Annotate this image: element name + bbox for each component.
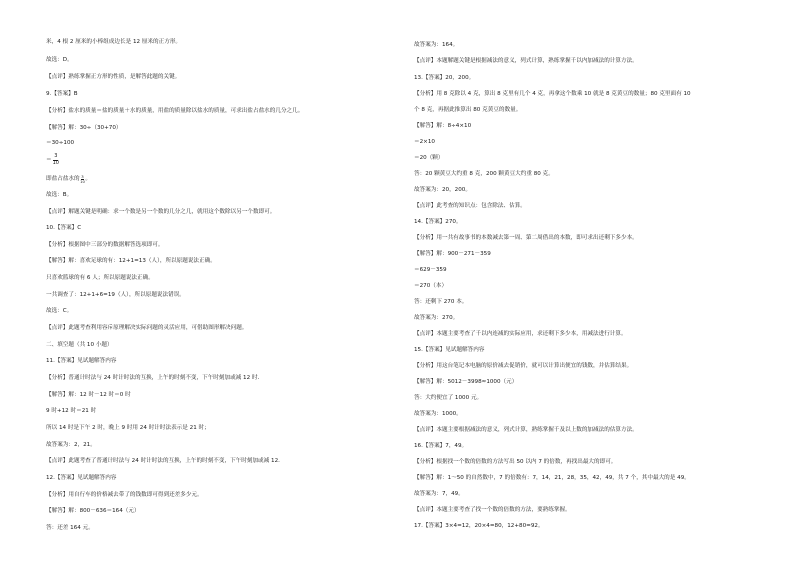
fraction-numerator: 3 xyxy=(81,174,84,179)
text-line: 故答案为：1000。 xyxy=(414,411,462,417)
text-line: 答：大约便宜了 1000 元。 xyxy=(414,395,483,401)
text-line: ＝20（颗） xyxy=(414,155,444,161)
text-line: 【解答】解：30÷（30+70） xyxy=(46,125,122,131)
text-line: 一共调查了：12+1+6=19（人），所以原题说法错误。 xyxy=(46,292,185,298)
fraction-line xyxy=(46,154,60,166)
text-line: 只喜欢篮球的有 6 人；所以原题说法正确。 xyxy=(46,275,154,281)
fraction-denominator: 10 xyxy=(52,159,59,166)
text-line: 【分析】盐水的质量＝盐的质量＋水的质量，用盐的质量除以盐水的质量，可求出盐占盐水的几分之几。 xyxy=(46,108,304,114)
text-line: 【点评】此题考查了普通计时法与 24 时计时法的互换，上午的时刻不变，下午时刻加或减 12． xyxy=(46,458,284,464)
question-16-header: 16.【答案】7，49。 xyxy=(414,443,468,449)
text-line: 故答案为：20，200。 xyxy=(414,187,471,193)
text-line: 【分析】根据找一个数的倍数的方法写出 50 以内 7 的倍数，再找出最大的即可。 xyxy=(414,459,617,465)
fraction xyxy=(53,154,59,166)
text-line: 【解答】解：喜欢足球的有：12+1=13（人），所以原题说法正确。 xyxy=(46,258,216,264)
text-line: 【点评】本题主要考查了找一个数的倍数的方法，要熟练掌握。 xyxy=(414,507,571,513)
fraction-denominator: 10 xyxy=(80,179,85,184)
text-line: 答：还差 164 元。 xyxy=(46,525,94,531)
text-line: 【分析】用一共有故事书的本数减去第一周、第二周借出的本数，即可求出还剩下多少本。 xyxy=(414,235,638,241)
fraction-line xyxy=(46,175,91,184)
text-line: 故选：B。 xyxy=(46,192,73,198)
text-line: 【分析】用自行车的价格减去带了的钱数即可得到还差多少元。 xyxy=(46,492,203,498)
question-9-header: 9.【答案】B xyxy=(46,91,78,97)
text-line: 答：20 颗黄豆大约重 8 克，200 颗黄豆大约重 80 克。 xyxy=(414,171,554,177)
text-line: 故答案为：270。 xyxy=(414,315,459,321)
text-line: 【点评】此题考查利用容斥原理解决实际问题的灵活应用，可借助图形解决问题。 xyxy=(46,325,248,331)
question-12-header: 12.【答案】见试题解答内容 xyxy=(46,475,117,481)
text-line: 【解答】解：8÷4×10 xyxy=(414,123,472,129)
text-line: 【点评】本题主要考查了千以内连减的实际应用，求还剩下多少本，用减法进行计算。 xyxy=(414,331,627,337)
question-11-header: 11.【答案】见试题解答内容 xyxy=(46,358,117,364)
question-15-header: 15.【答案】见试题解答内容 xyxy=(414,347,485,353)
right-column xyxy=(414,0,774,562)
text-line: 【分析】用 8 克除以 4 克，算出 8 克里有几个 4 克，再拿这个数乘 10 就是 8 克黄豆的数量；80 克里面有 10 xyxy=(414,91,691,97)
text-line: 米，4 根 2 厘米的小棒组成边长是 12 厘米的正方形。 xyxy=(46,39,182,45)
text-line: 故答案为：164。 xyxy=(414,42,459,48)
question-13-header: 13.【答案】20，200。 xyxy=(414,75,475,81)
text-line: 【点评】此考查的知识点：包含除法、估算。 xyxy=(414,203,526,209)
text-line: 【解答】解：900－271－359 xyxy=(414,251,491,257)
text-line: 【解答】解：800－636＝164（元） xyxy=(46,508,140,514)
question-17-header: 17.【答案】3×4=12，20×4=80，12+80=92。 xyxy=(414,523,544,529)
text-line: 故答案为：2，21。 xyxy=(46,442,96,448)
text-line: 【点评】本题解题关键是根据减法的意义，列式计算，熟练掌握千以内加减法的计算方法。 xyxy=(414,58,638,64)
text-line: 【点评】熟练掌握正方形的性质，是解答此题的关键。 xyxy=(46,74,181,80)
text-line: ＝2×10 xyxy=(414,139,435,145)
question-10-header: 10.【答案】C xyxy=(46,225,82,231)
text-line: 【点评】解题关键是明确：求一个数是另一个数的几分之几，就用这个数除以另一个数即可。 xyxy=(46,209,276,215)
text-line: 【解答】解：12 时－12 时＝0 时 xyxy=(46,392,131,398)
text-line: 所以 14 时是下午 2 时，晚上 9 时用 24 时计时法表示是 21 时； xyxy=(46,425,210,431)
text-line: ＝30÷100 xyxy=(46,140,75,146)
text-prefix: 即盐占盐水的 xyxy=(46,176,80,182)
text-line: 个 8 克，再据此推算出 80 克黄豆的数量。 xyxy=(414,107,522,113)
text-line: 9 时+12 时＝21 时 xyxy=(46,408,97,414)
text-line: 【分析】用这台笔记本电脑的原价减去促销价，就可以计算出便宜的钱数，并估算结果。 xyxy=(414,363,633,369)
question-14-header: 14.【答案】270。 xyxy=(414,219,462,225)
text-line: ＝270（本） xyxy=(414,283,448,289)
text-line: 【分析】普通计时法与 24 时计时法的互换，上午的时刻不变，下午时刻加或减 12 时． xyxy=(46,375,264,381)
text-line: 【解答】解：5012－3998≈1000（元） xyxy=(414,379,518,385)
text-line: 【分析】根据图中三部分的数据解答选项即可。 xyxy=(46,242,164,248)
fraction-numerator: 3 xyxy=(54,153,58,159)
text-line: 故选：D。 xyxy=(46,57,73,63)
text-line: 故选：C。 xyxy=(46,308,73,314)
text-line: 答：还剩下 270 本。 xyxy=(414,299,468,305)
text-line: 故答案为：7，49。 xyxy=(414,491,464,497)
text-line: 【解答】解：1～50 的自然数中，7 的倍数有：7，14，21，28，35，42，49，共 7 个，其中最大的是 49。 xyxy=(414,475,690,481)
text-suffix: 。 xyxy=(85,176,92,182)
text-line: 【点评】本题主要根据减法的意义，列式计算，熟练掌握千及以上数的加减法的估算方法。 xyxy=(414,427,638,433)
section-heading: 二、填空题（共 10 小题） xyxy=(46,342,113,348)
left-column xyxy=(46,0,406,562)
fraction-prefix: ＝ xyxy=(46,157,52,164)
text-line: ＝629－359 xyxy=(414,267,447,273)
